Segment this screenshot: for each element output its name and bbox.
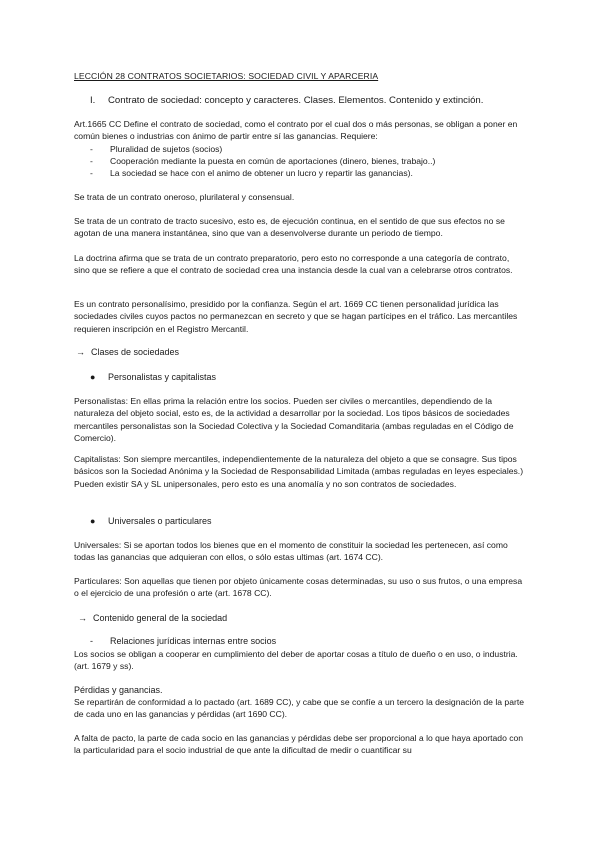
paragraph-universales: Universales: Si se aportan todos los bienes que en el momento de constituir la sociedad les pertenecen, así como todas las ganancias que adquieran con ellos, o sólo estas ultimas (art. 1674 CC).	[74, 540, 508, 563]
paragraph-socios: Los socios se obligan a cooperar en cumplimiento del deber de aportar cosas a título de dueño o en uso, o industria. (art. 1679 y ss).	[74, 649, 518, 672]
section-number: I.	[90, 95, 96, 106]
paragraph-oneroso: Se trata de un contrato oneroso, plurilateral y consensual.	[74, 192, 295, 202]
requirements-list	[90, 143, 530, 180]
section-heading-text: Contrato de sociedad: concepto y caracteres. Clases. Elementos. Contenido y extinción.	[108, 95, 484, 106]
list-item: - La sociedad se hace con el animo de obtener un lucro y repartir las ganancias).	[90, 168, 413, 179]
paragraph-tracto: Se trata de un contrato de tracto sucesivo, esto es, de ejecución continua, en el sentido de que sus efectos no se agotan de una manera instantánea, sino que van a desenvolverse durante un periodo de tiempo.	[74, 216, 505, 239]
bullet-icon: ●	[90, 516, 96, 526]
list-item: - Pluralidad de sujetos (socios)	[90, 144, 223, 154]
lesson-title: LECCIÓN 28 CONTRATOS SOCIETARIOS: SOCIEDAD CIVIL Y APARCERIA	[74, 71, 379, 81]
section-contenido-label: Contenido general de la sociedad	[93, 613, 228, 623]
arrow-icon: →	[76, 347, 85, 357]
paragraph-particulares: Particulares: Son aquellas que tienen por objeto únicamente cosas determinadas, su uso o sus frutos, o una empresa o el ejercicio de una profesión o arte (art. 1678 CC).	[74, 576, 523, 599]
paragraph-capitalistas: Capitalistas: Son siempre mercantiles, independientemente de la naturaleza del objeto a que se consagre. Sus tipos básicos son la Sociedad Anónima y la Sociedad de Responsabilidad Limitada (ambas reguladas en leyes especiales.) Pueden existir SA y SL unipersonales, pero esto es una anomalía y no son contratos de sociedades.	[74, 454, 524, 489]
section-contenido	[78, 613, 227, 623]
arrow-icon: →	[78, 613, 87, 623]
section-clases	[76, 347, 179, 357]
paragraph-doctrina: La doctrina afirma que se trata de un contrato preparatorio, pero esto no corresponde a una categoría de contrato, sino que se refiere a que el contrato de sociedad crea una instancia desde la cual van a celebrarse otros contratos.	[74, 253, 513, 276]
bullet-icon: ●	[90, 372, 96, 382]
paragraph-falta: A falta de pacto, la parte de cada socio en las ganancias y pérdidas debe ser proporcional a lo que haya aportado con la particularidad para el socio industrial de que ante la dificultad de medir o cuantificar su	[74, 733, 524, 756]
subheading-relaciones: - Relaciones jurídicas internas entre socios	[90, 636, 277, 646]
bullet-universales: ● Universales o particulares	[90, 516, 212, 526]
section-heading	[90, 95, 483, 106]
paragraph-repartiran: Se repartirán de conformidad a lo pactado (art. 1689 CC), y cabe que se confíe a un tercero la designación de la parte de cada uno en las ganancias y pérdidas (art 1690 CC).	[74, 697, 525, 720]
paragraph-personalistas: Personalistas: En ellas prima la relación entre los socios. Pueden ser civiles o mercantiles, dependiendo de la naturaleza del objeto social, esto es, de la actividad a desarrollar por la sociedad. Los tipos básicos de sociedades mercantiles personalistas son la Sociedad Colectiva y la Sociedad Comanditaria (ambas reguladas en el Código de Comercio).	[74, 396, 514, 444]
perdidas-heading: Pérdidas y ganancias.	[74, 685, 163, 695]
section-clases-label: Clases de sociedades	[91, 347, 180, 357]
list-item: - Cooperación mediante la puesta en común de aportaciones (dinero, bienes, trabajo..)	[90, 156, 436, 167]
bullet-personalistas: ● Personalistas y capitalistas	[90, 372, 217, 382]
paragraph-personalisimo: Es un contrato personalísimo, presidido por la confianza. Según el art. 1669 CC tienen personalidad jurídica las sociedades civiles cuyos pactos no permanezcan en secreto y que se hagan partícipes en el tráfico. Las mercantiles requieren inscripción en el Registro Mercantil.	[74, 299, 518, 334]
paragraph-art1665: Art.1665 CC Define el contrato de sociedad, como el contrato por el cual dos o más personas, se obligan a poner en común bienes o industrias con ánimo de partir entre sí las ganancias. Requiere:	[74, 119, 518, 142]
